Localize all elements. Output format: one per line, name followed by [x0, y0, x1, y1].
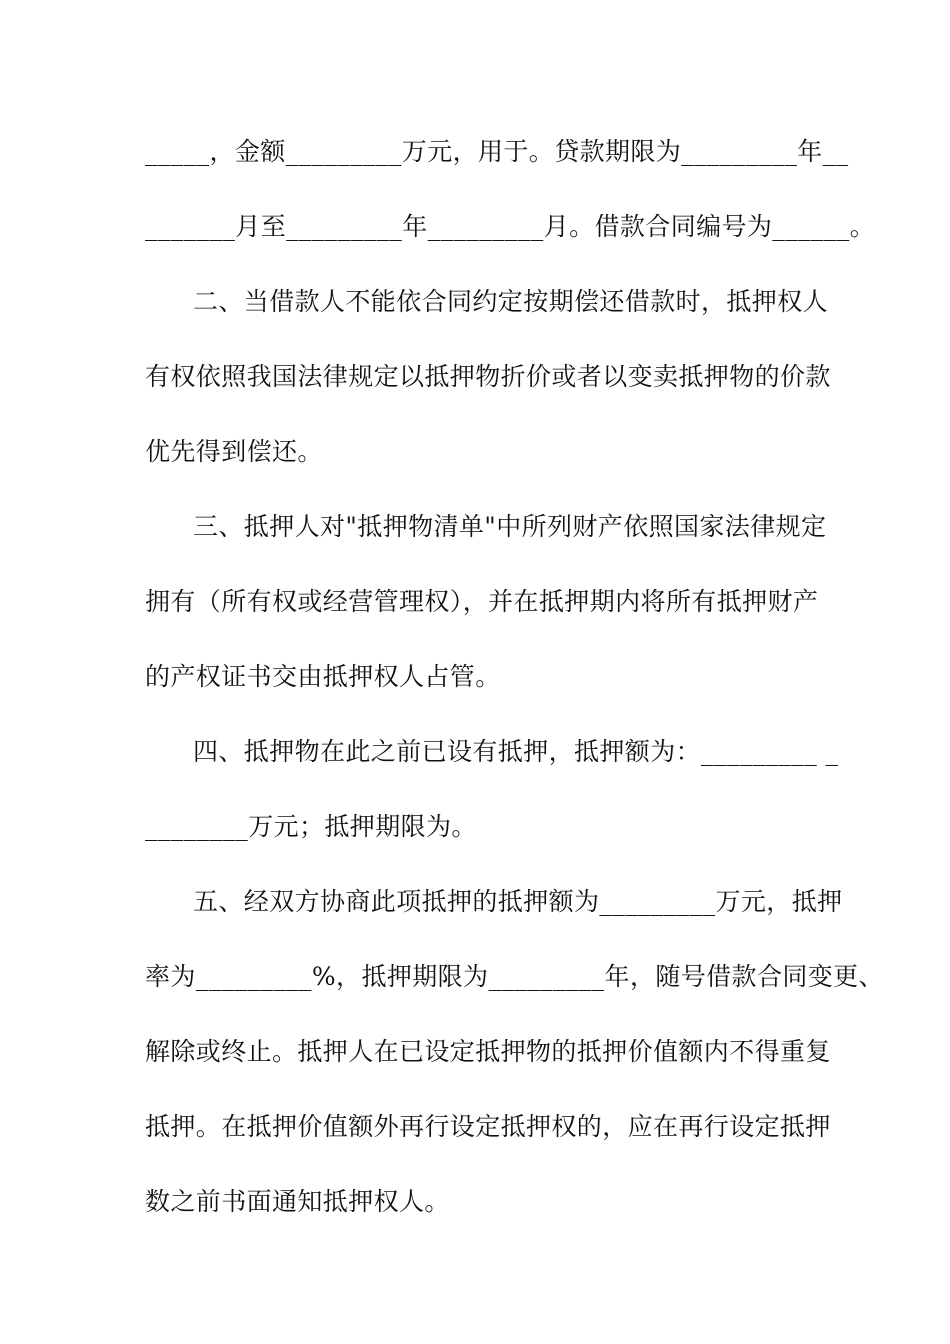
- paragraph-3-start: 三、抵押人对"抵押物清单"中所列财产依照国家法律规定: [193, 512, 827, 541]
- text-line: 解除或终止。抵押人在已设定抵押物的抵押价值额内不得重复: [145, 1037, 831, 1066]
- text-line: ________万元；抵押期限为。: [145, 812, 477, 841]
- text-line: 拥有（所有权或经营管理权），并在抵押期内将所有抵押财产: [145, 587, 819, 616]
- paragraph-4-start: 四、抵押物在此之前已设有抵押，抵押额为：_________ _: [193, 737, 839, 766]
- text-line: 数之前书面通知抵押权人。: [145, 1187, 450, 1216]
- text-line: 抵押。在抵押价值额外再行设定抵押权的，应在再行设定抵押: [145, 1112, 831, 1141]
- text-line: 优先得到偿还。: [145, 437, 323, 466]
- text-line: 率为_________%，抵押期限为_________年，随号借款合同变更、: [145, 962, 884, 991]
- text-line: 有权依照我国法律规定以抵押物折价或者以变卖抵押物的价款: [145, 362, 831, 391]
- paragraph-5-start: 五、经双方协商此项抵押的抵押额为_________万元，抵押: [193, 887, 843, 916]
- text-line: _____，金额_________万元，用于。贷款期限为_________年__: [145, 137, 849, 166]
- text-line: _______月至_________年_________月。借款合同编号为______。: [145, 212, 876, 241]
- text-line: 的产权证书交由抵押权人占管。: [145, 662, 501, 691]
- paragraph-2-start: 二、当借款人不能依合同约定按期偿还借款时，抵押权人: [193, 287, 829, 316]
